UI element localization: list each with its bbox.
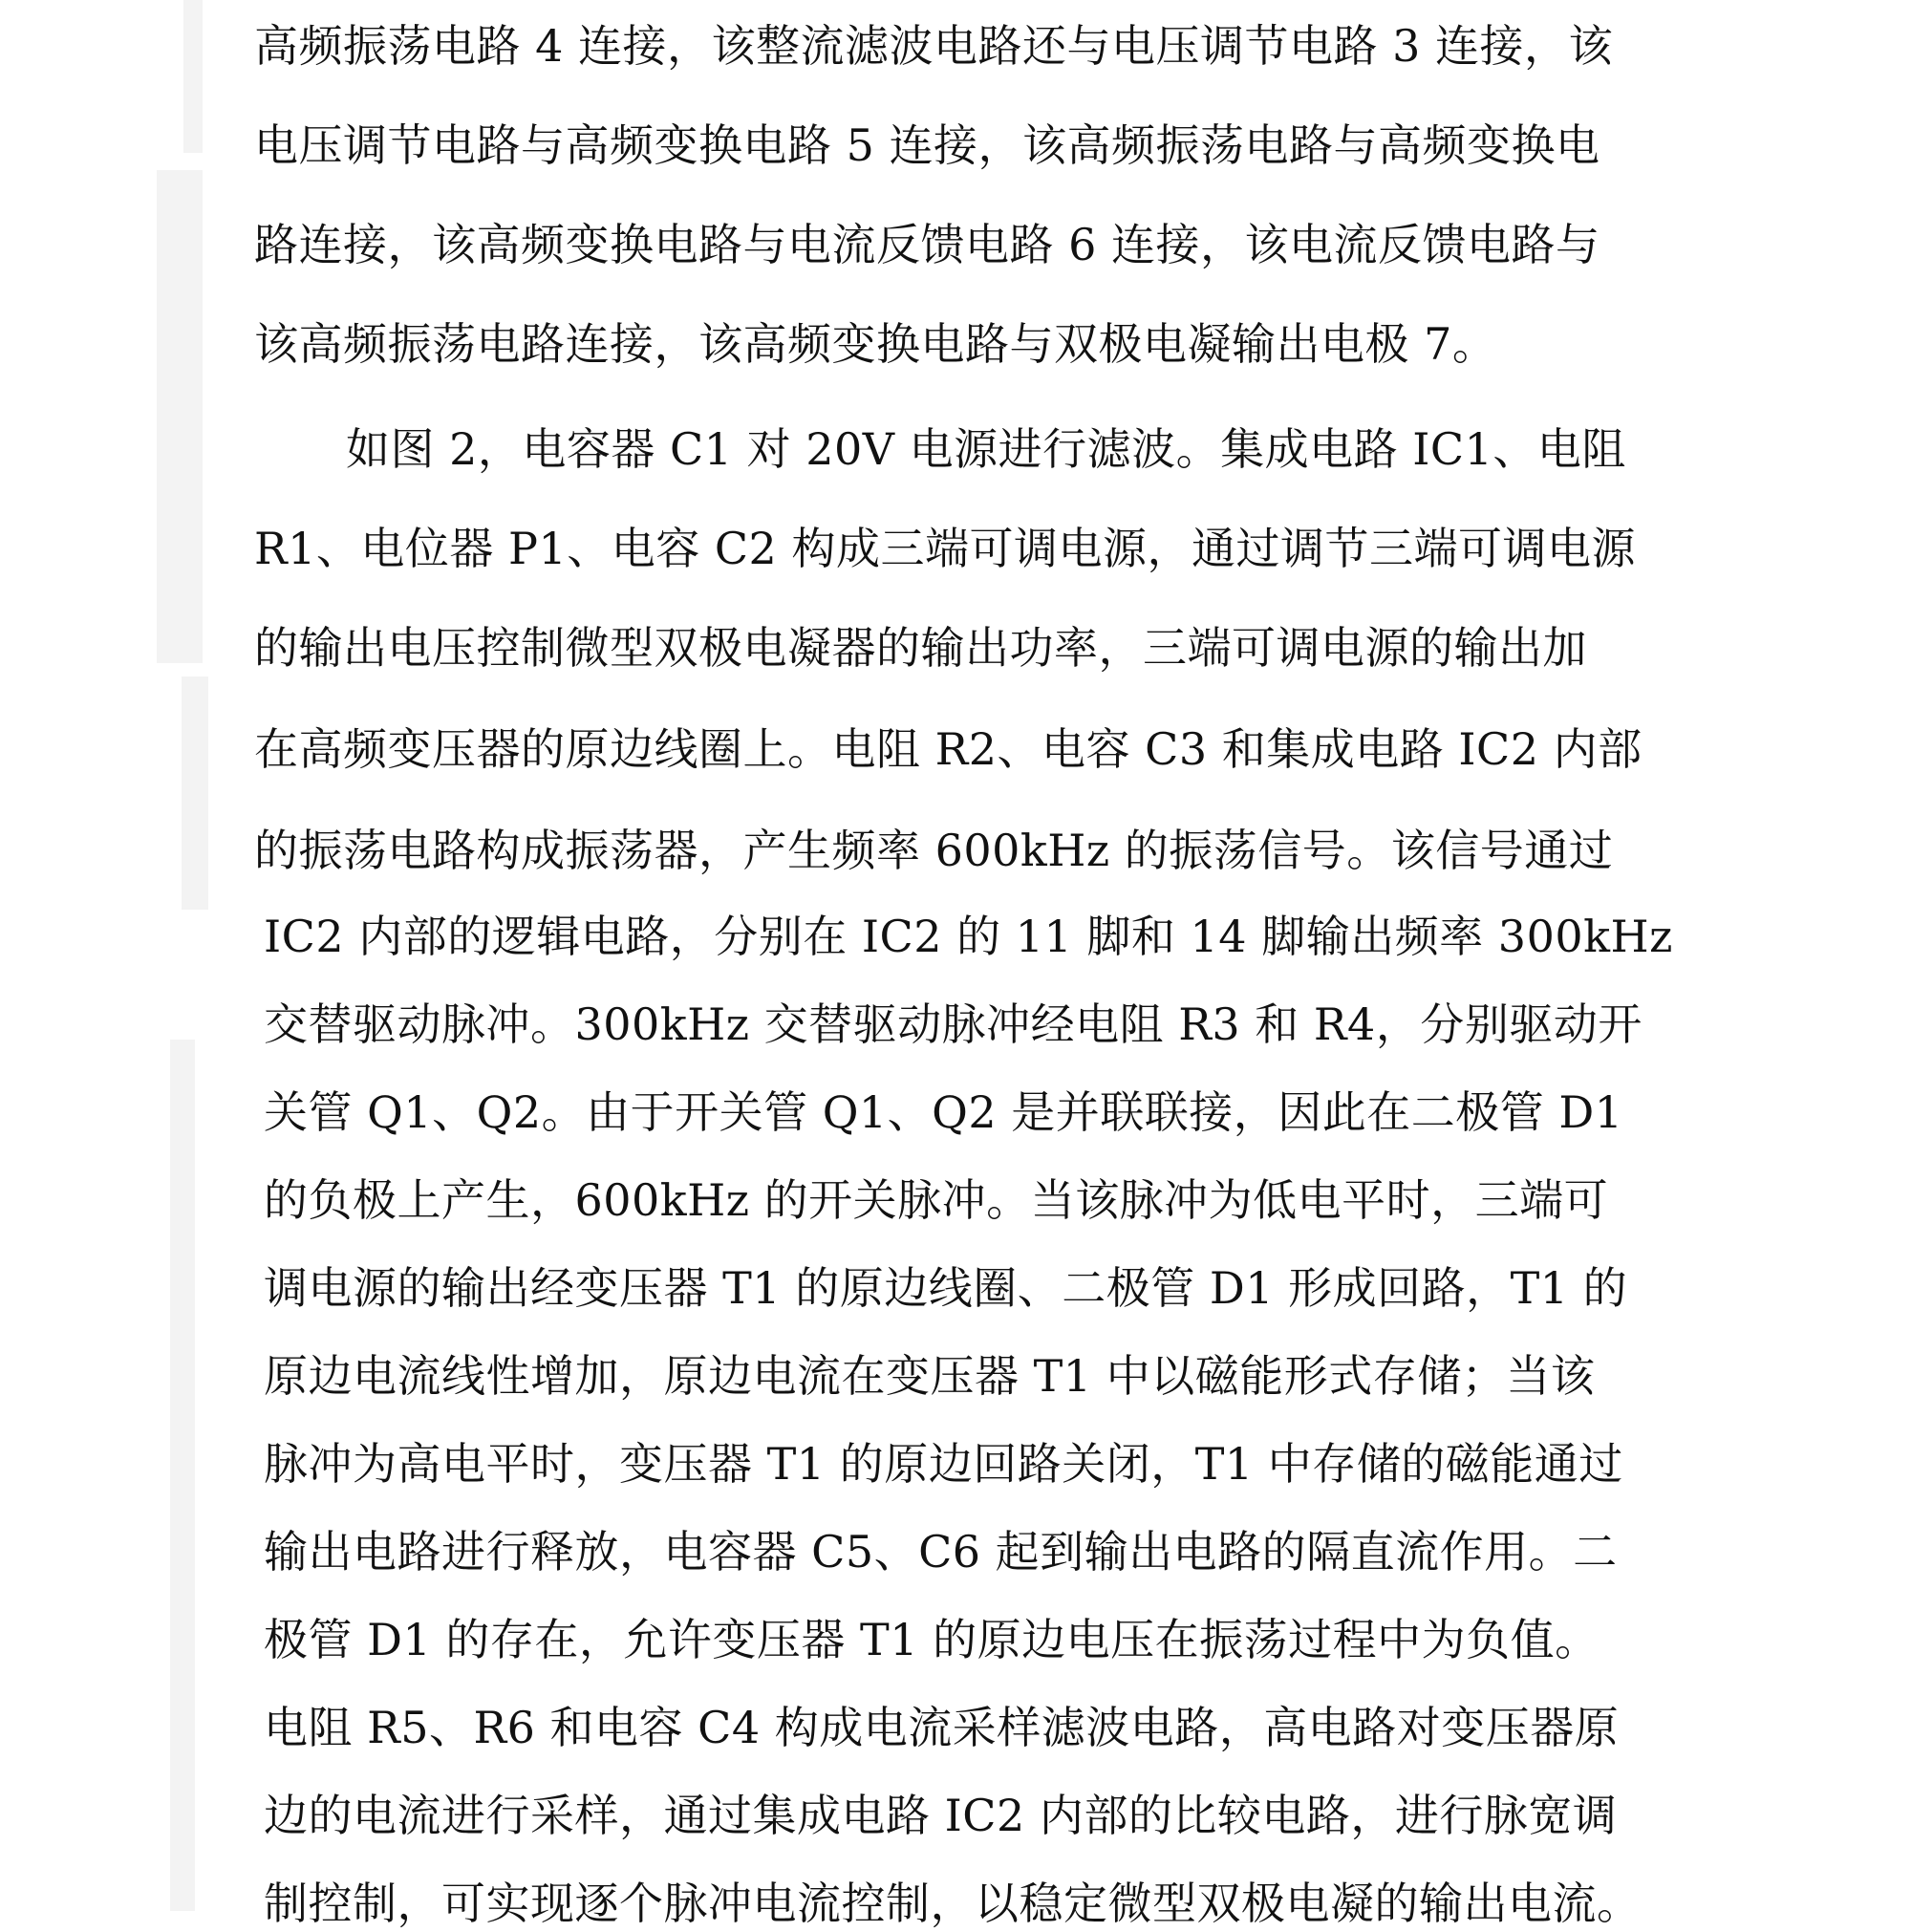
- scan-shadow: [170, 1040, 195, 1911]
- text-line: 高频振荡电路 4 连接，该整流滤波电路还与电压调节电路 3 连接，该: [254, 20, 1614, 72]
- text-line: 的输出电压控制微型双极电凝器的输出功率，三端可调电源的输出加: [254, 622, 1587, 674]
- text-line: 在高频变压器的原边线圈上。电阻 R2、电容 C3 和集成电路 IC2 内部: [254, 723, 1643, 775]
- text-line: IC2 内部的逻辑电路，分别在 IC2 的 11 脚和 14 脚输出频率 300kHz: [264, 911, 1673, 962]
- text-line: 原边电流线性增加，原边电流在变压器 T1 中以磁能形式存储；当该: [264, 1350, 1596, 1402]
- text-line: 该高频振荡电路连接，该高频变换电路与双极电凝输出电极 7。: [254, 318, 1497, 370]
- text-line: 电压调节电路与高频变换电路 5 连接，该高频振荡电路与高频变换电: [254, 119, 1600, 171]
- scan-shadow: [182, 676, 208, 910]
- text-line: 的负极上产生，600kHz 的开关脉冲。当该脉冲为低电平时，三端可: [264, 1174, 1609, 1226]
- text-line: 路连接，该高频变换电路与电流反馈电路 6 连接，该电流反馈电路与: [254, 219, 1600, 270]
- text-line: 如图 2，电容器 C1 对 20V 电源进行滤波。集成电路 IC1、电阻: [346, 423, 1626, 475]
- text-line: 脉冲为高电平时，变压器 T1 的原边回路关闭，T1 中存储的磁能通过: [264, 1438, 1623, 1490]
- text-line: 关管 Q1、Q2。由于开关管 Q1、Q2 是并联联接，因此在二极管 D1: [264, 1086, 1623, 1138]
- scan-shadow: [157, 170, 203, 663]
- scan-shadow: [183, 0, 203, 153]
- text-line: 交替驱动脉冲。300kHz 交替驱动脉冲经电阻 R3 和 R4，分别驱动开: [264, 998, 1643, 1050]
- text-line: 电阻 R5、R6 和电容 C4 构成电流采样滤波电路，高电路对变压器原: [264, 1702, 1620, 1753]
- text-line: 的振荡电路构成振荡器，产生频率 600kHz 的振荡信号。该信号通过: [254, 825, 1614, 876]
- text-line: R1、电位器 P1、电容 C2 构成三端可调电源，通过调节三端可调电源: [254, 523, 1636, 574]
- text-line: 极管 D1 的存在，允许变压器 T1 的原边电压在振荡过程中为负值。: [264, 1614, 1600, 1665]
- text-line: 制控制，可实现逐个脉冲电流控制，以稳定微型双极电凝的输出电流。: [264, 1878, 1642, 1929]
- text-line: 调电源的输出经变压器 T1 的原边线圈、二极管 D1 形成回路，T1 的: [264, 1262, 1628, 1314]
- text-line: 边的电流进行采样，通过集成电路 IC2 内部的比较电路，进行脉宽调: [264, 1790, 1618, 1841]
- text-line: 输出电路进行释放，电容器 C5、C6 起到输出电路的隔直流作用。二: [264, 1526, 1618, 1578]
